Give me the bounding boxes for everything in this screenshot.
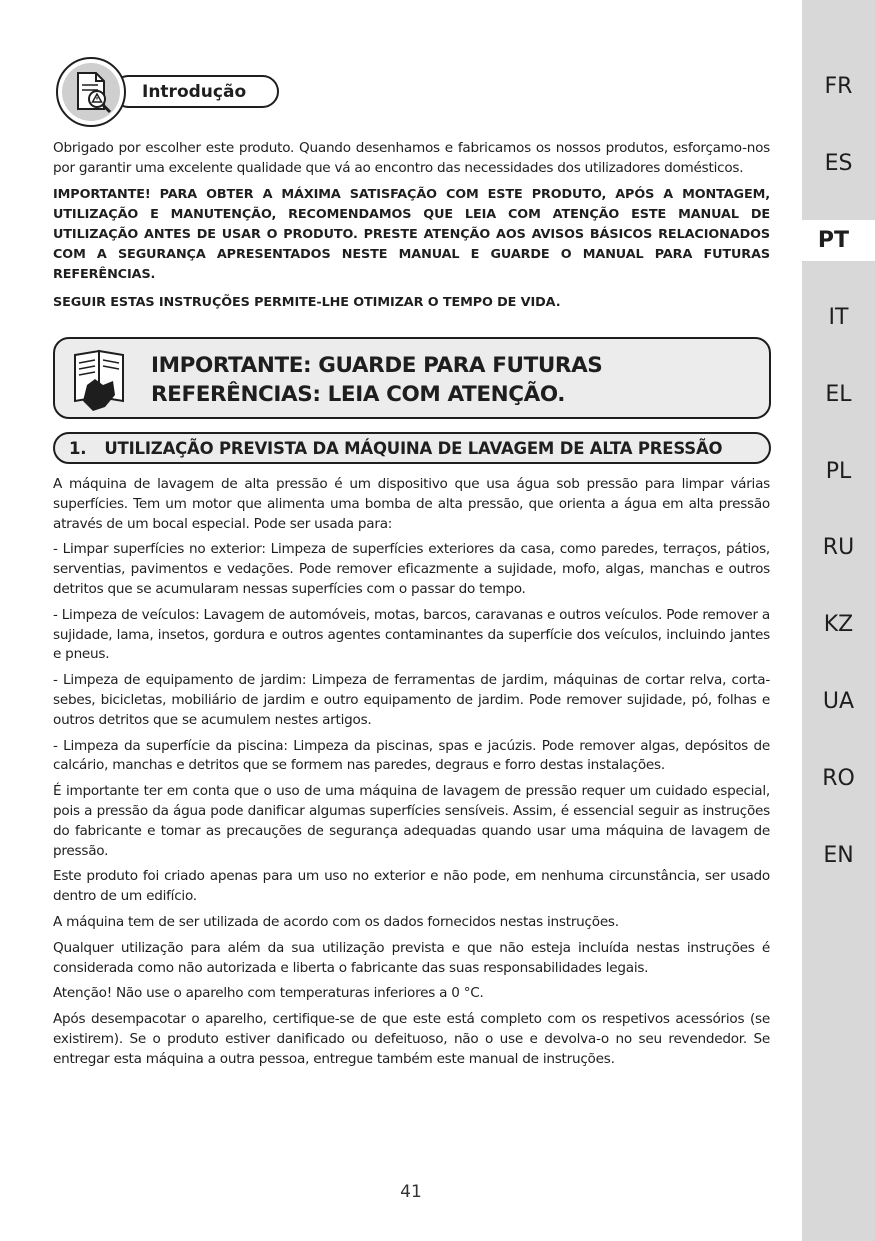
- read-manual-icon: [69, 345, 135, 415]
- lang-tab-el[interactable]: EL: [825, 382, 852, 407]
- section-1-paragraph: - Limpar superfícies no exterior: Limpeza de superfícies exteriores da casa, como paredes, terraços, pátios, serventias, pavimentos e vedações. Pode remover eficazmente a sujidade, mofo, algas, manchas e outros detritos que se acumularam nessas superfícies com o passar do tempo.: [53, 541, 770, 597]
- lang-tab-pt[interactable]: PT: [792, 220, 875, 261]
- section-1-paragraph: - Limpeza da superfície da piscina: Limpeza da piscinas, spas e jacúzis. Pode remover algas, depósitos de calcário, manchas e detritos que se formem nas paredes, degraus e forro destas instalações.: [53, 737, 770, 774]
- important-notice: IMPORTANTE! PARA OBTER A MÁXIMA SATISFAÇÃO COM ESTE PRODUTO, APÓS A MONTAGEM, UTILIZAÇÃO E MANUTENÇÃO, RECOMENDAMOS QUE LEIA COM ATENÇÃO ESTE MANUAL DE UTILIZAÇÃO ANTES DE USAR O PRODUTO. PRESTE ATENÇÃO AOS AVISOS BÁSICOS RELACIONADOS COM A SEGURANÇA APRESENTADOS NESTE MANUAL E GUARDE O MANUAL PARA FUTURAS REFERÊNCIAS.: [53, 186, 770, 282]
- section-1-title: UTILIZAÇÃO PREVISTA DA MÁQUINA DE LAVAGEM DE ALTA PRESSÃO: [104, 438, 723, 458]
- important-box-line2: REFERÊNCIAS: LEIA COM ATENÇÃO.: [151, 382, 565, 407]
- important-box: [53, 337, 771, 419]
- language-sidebar: [802, 0, 875, 1241]
- lifetime-notice: SEGUIR ESTAS INSTRUÇÕES PERMITE-LHE OTIMIZAR O TEMPO DE VIDA.: [53, 294, 561, 310]
- important-box-line1: IMPORTANTE: GUARDE PARA FUTURAS: [151, 353, 603, 378]
- lang-tab-ro[interactable]: RO: [822, 766, 855, 791]
- section-1-paragraph: Atenção! Não use o aparelho com temperaturas inferiores a 0 °C.: [53, 985, 484, 1002]
- lang-tab-it[interactable]: IT: [828, 305, 849, 330]
- lang-tab-ua[interactable]: UA: [822, 689, 855, 714]
- intro-paragraph: Obrigado por escolher este produto. Quando desenhamos e fabricamos os nossos produtos, esforçamo-nos por garantir uma excelente qualidade que vá ao encontro das necessidades dos utilizadores domésticos.: [53, 140, 770, 176]
- section-1-paragraph: A máquina de lavagem de alta pressão é um dispositivo que usa água sob pressão para limpar várias superfícies. Tem um motor que alimenta uma bomba de alta pressão, que orienta a água em alta pressão através de um bocal especial. Pode ser usada para:: [53, 476, 770, 532]
- section-1-paragraph: - Limpeza de veículos: Lavagem de automóveis, motas, barcos, caravanas e outros veículos. Pode remover a sujidade, lama, insetos, gordura e outros agentes contaminantes da superfície dos veículos, incluindo jantes e pneus.: [53, 606, 770, 663]
- lang-tab-ru[interactable]: RU: [822, 535, 855, 560]
- intro-text-block: [53, 139, 770, 318]
- section-1-number: 1.: [69, 438, 87, 458]
- section-1-paragraph: É importante ter em conta que o uso de uma máquina de lavagem de pressão requer um cuidado especial, pois a pressão da água pode danificar algumas superfícies sensíveis. Assim, é essencial seguir as instruções do fabricante e tomar as precauções de segurança adequadas quando usar uma máquina de lavagem de pressão.: [53, 783, 770, 859]
- section-1-paragraph: - Limpeza de equipamento de jardim: Limpeza de ferramentas de jardim, máquinas de cortar relva, corta-sebes, bicicletas, mobiliário de jardim e outro equipamento de jardim. Pode remover sujidade, pó, folhas e outros detritos que se acumulem nestes artigos.: [53, 672, 770, 728]
- intro-title-pill: [112, 75, 279, 108]
- section-1-paragraph: Qualquer utilização para além da sua utilização prevista e que não esteja incluída nestas instruções é considerada como não autorizada e liberta o fabricante das suas responsabilidades legais.: [53, 939, 770, 976]
- section-1-body: [53, 475, 770, 1076]
- document-warning-icon: [62, 63, 120, 121]
- lang-tab-fr[interactable]: FR: [824, 74, 853, 99]
- lang-tab-es[interactable]: ES: [824, 151, 853, 176]
- important-box-text: [151, 351, 602, 409]
- lang-tab-en[interactable]: EN: [823, 843, 854, 868]
- section-1-header: [53, 432, 771, 464]
- intro-title: Introdução: [142, 81, 247, 102]
- section-1-paragraph: A máquina tem de ser utilizada de acordo com os dados fornecidos nestas instruções.: [53, 913, 619, 930]
- section-1-paragraph: Após desempacotar o aparelho, certifique-se de que este está completo com os respetivos acessórios (se existirem). Se o produto estiver danificado ou defeituoso, não o use e devolva-o no seu revendedor. Se entregar esta máquina a outra pessoa, entregue também este manual de instruções.: [53, 1011, 770, 1067]
- page-number: 41: [400, 1182, 422, 1202]
- lang-tab-pl[interactable]: PL: [825, 459, 852, 484]
- section-1-paragraph: Este produto foi criado apenas para um uso no exterior e não pode, em nenhuma circunstância, ser usado dentro de um edifício.: [53, 868, 770, 905]
- lang-tab-kz[interactable]: KZ: [823, 612, 854, 637]
- intro-icon-frame: [56, 57, 126, 127]
